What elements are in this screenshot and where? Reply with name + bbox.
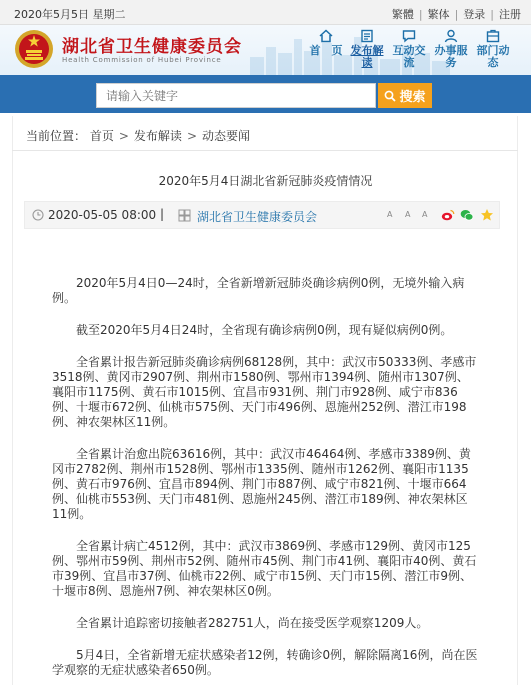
clock-icon — [32, 209, 44, 221]
divider — [12, 150, 518, 151]
article-paragraph: 全省累计报告新冠肺炎确诊病例68128例，其中：武汉市50333例、孝感市3518例、黄冈市2907例、荆州市1580例、鄂州市1394例、随州市1307例、襄阳市1175例、黄石市1015例、宜昌市931例、荆门市928例、咸宁市836例、十堰市672例、仙桃市575例、天门市496例、恩施州252例、潜江市198例、神农架林区11例。 — [52, 355, 477, 429]
breadcrumb-separator: > — [118, 129, 129, 143]
search-button-label: 搜索 — [399, 89, 426, 104]
article-meta — [24, 201, 500, 229]
article-paragraph: 截至2020年5月4日24时，全省现有确诊病例0例，现有疑似病例0例。 — [76, 323, 453, 337]
nav-department-label: 部门动态 — [476, 44, 510, 69]
top-bar — [0, 0, 531, 25]
source-icon — [178, 209, 191, 222]
top-links — [392, 6, 521, 22]
home-icon — [319, 29, 333, 43]
site-header — [0, 25, 531, 75]
article-title: 2020年5月4日湖北省新冠肺炎疫情情况 — [158, 174, 373, 188]
article-paragraph: 5月4日，全省新增无症状感染者12例，转确诊0例，解除隔离16例，尚在医学观察的无症状感染者650例。 — [52, 648, 478, 677]
divider: | — [454, 8, 459, 21]
register-link[interactable]: 注册 — [499, 8, 521, 21]
divider: | — [418, 8, 423, 21]
current-date: 2020年5月5日 星期二 — [14, 8, 126, 21]
divider: | — [160, 207, 165, 221]
breadcrumb-prefix: 当前位置： — [26, 129, 87, 143]
release-icon — [360, 29, 374, 43]
nav-release-label: 发布解读 — [350, 44, 384, 69]
breadcrumb — [26, 127, 250, 144]
wechat-share-icon[interactable] — [460, 208, 474, 222]
nav-release[interactable] — [349, 29, 385, 69]
article-paragraph: 全省累计病亡4512例，其中：武汉市3869例、孝感市129例、黄冈市125例、鄂州市59例、荆州市52例、随州市45例、荆门市41例、襄阳市40例、黄石市39例、宜昌市37例、仙桃市22例、咸宁市15例、天门市15例、潜江市9例、十堰市8例、恩施州7例、神农架林区0例。 — [52, 539, 477, 598]
breadcrumb-release[interactable]: 发布解读 — [133, 129, 182, 143]
search-icon — [384, 90, 396, 102]
simplified-chinese-link[interactable]: 繁体 — [427, 8, 450, 21]
font-size-medium[interactable]: A — [405, 210, 411, 219]
article-paragraph: 全省累计治愈出院63616例，其中：武汉市46464例、孝感市3389例、黄冈市2782例、荆州市1528例、鄂州市1335例、随州市1262例、襄阳市1135例、黄石市976例、宜昌市894例、荆门市887例、咸宁市821例、十堰市664例、仙桃市553例、天门市481例、恩施州245例、潜江市189例、神农架林区11例。 — [52, 447, 471, 521]
font-size-large[interactable]: A — [387, 210, 393, 219]
national-emblem-icon — [14, 29, 54, 69]
nav-home-label: 首 页 — [309, 44, 343, 57]
article-source: 湖北省卫生健康委员会 — [197, 210, 318, 224]
nav-service-label: 办事服务 — [434, 44, 468, 69]
weibo-share-icon[interactable] — [441, 208, 455, 222]
nav-department[interactable] — [475, 29, 511, 69]
nav-service[interactable] — [433, 29, 469, 69]
article-body — [52, 276, 478, 685]
publish-date: 2020-05-05 08:00 — [48, 208, 157, 222]
traditional-chinese-link[interactable]: 繁體 — [391, 8, 414, 21]
article-paragraph: 全省累计追踪密切接触者282751人，尚在接受医学观察1209人。 — [76, 616, 429, 630]
font-size-small[interactable]: A — [422, 210, 428, 219]
search-button[interactable] — [378, 83, 432, 108]
breadcrumb-separator: > — [186, 129, 197, 143]
divider: | — [490, 8, 494, 21]
nav-home[interactable] — [309, 29, 343, 57]
search-input[interactable] — [96, 83, 376, 108]
favorite-star-icon[interactable] — [480, 208, 494, 222]
login-link[interactable]: 登录 — [463, 8, 486, 21]
dept-icon — [486, 29, 500, 43]
breadcrumb-news[interactable]: 动态要闻 — [202, 129, 251, 143]
site-title[interactable]: 湖北省卫生健康委员会 — [62, 37, 242, 57]
nav-interaction[interactable] — [391, 29, 427, 69]
nav-interaction-label: 互动交流 — [392, 44, 426, 69]
site-subtitle-english: Health Commission of Hubei Province — [62, 56, 222, 64]
service-icon — [444, 29, 458, 43]
breadcrumb-home[interactable]: 首页 — [89, 129, 114, 143]
chat-icon — [402, 29, 416, 43]
article-paragraph: 2020年5月4日0—24时，全省新增新冠肺炎确诊病例0例，无境外输入病例。 — [52, 276, 465, 305]
